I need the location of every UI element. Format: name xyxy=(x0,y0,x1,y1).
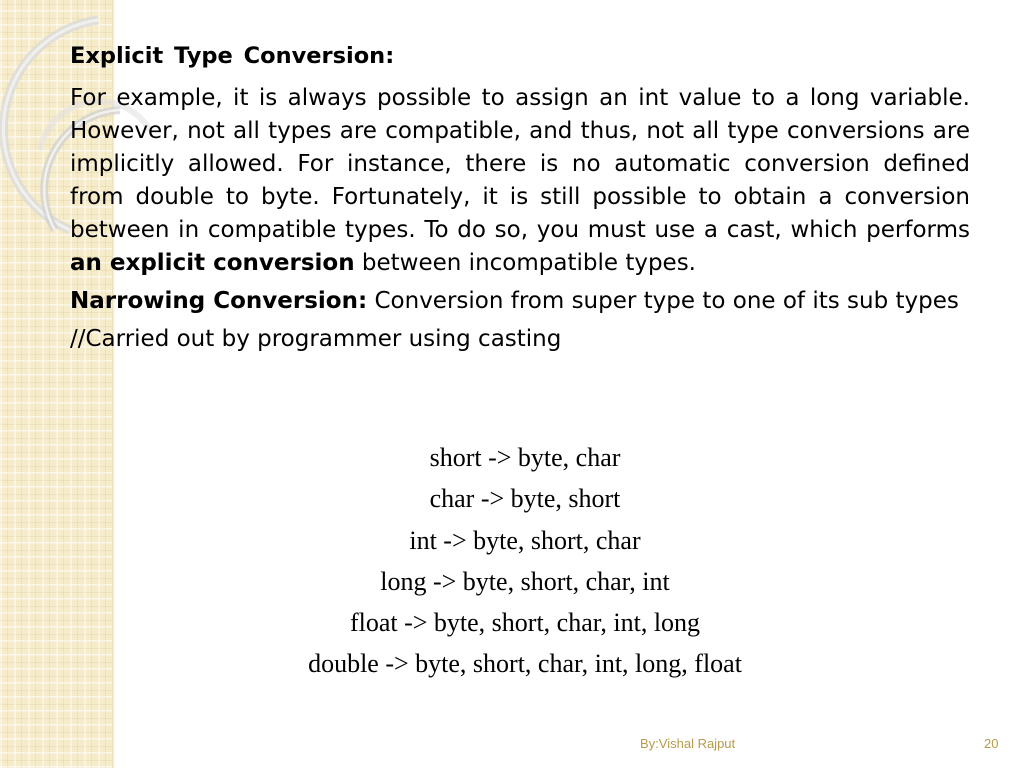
conversion-line-char: char -> byte, short xyxy=(429,484,621,514)
slide-heading: Explicit Type Conversion: xyxy=(70,43,395,69)
page-number: 20 xyxy=(984,736,999,751)
paragraph-tail: between incompatible types. xyxy=(354,250,696,276)
conversion-line-int: int -> byte, short, char xyxy=(409,525,641,555)
paragraph-bold-phrase: an explicit conversion xyxy=(70,250,355,276)
conversion-line-short: short -> byte, char xyxy=(429,443,621,472)
paragraph-text: For example, it is always possible to assign an int value to a long variable. However, not all types are compatible, and thus, not all type conversions are implicitly allowed. For instance, there is no automatic conversion defined from double to byte. Fortunately, it is still possible to obtain a conversion between in compatible types. To do so, you must use a cast, which performs xyxy=(70,85,970,243)
narrowing-text: Conversion from super type to one of its sub types xyxy=(367,288,959,314)
slide-body xyxy=(70,40,970,359)
conversion-line-long: long -> byte, short, char, int xyxy=(380,566,670,596)
conversion-line-double: double -> byte, short, char, int, long, float xyxy=(308,649,742,679)
explicit-conversion-paragraph xyxy=(70,82,970,280)
narrowing-conversion-paragraph xyxy=(70,285,970,318)
casting-comment: //Carried out by programmer using casting xyxy=(70,326,562,352)
narrowing-label: Narrowing Conversion: xyxy=(70,288,368,314)
conversion-line-float: float -> byte, short, char, int, long xyxy=(349,608,701,638)
footer-author: By:Vishal Rajput xyxy=(640,736,736,751)
conversion-list xyxy=(120,437,930,685)
